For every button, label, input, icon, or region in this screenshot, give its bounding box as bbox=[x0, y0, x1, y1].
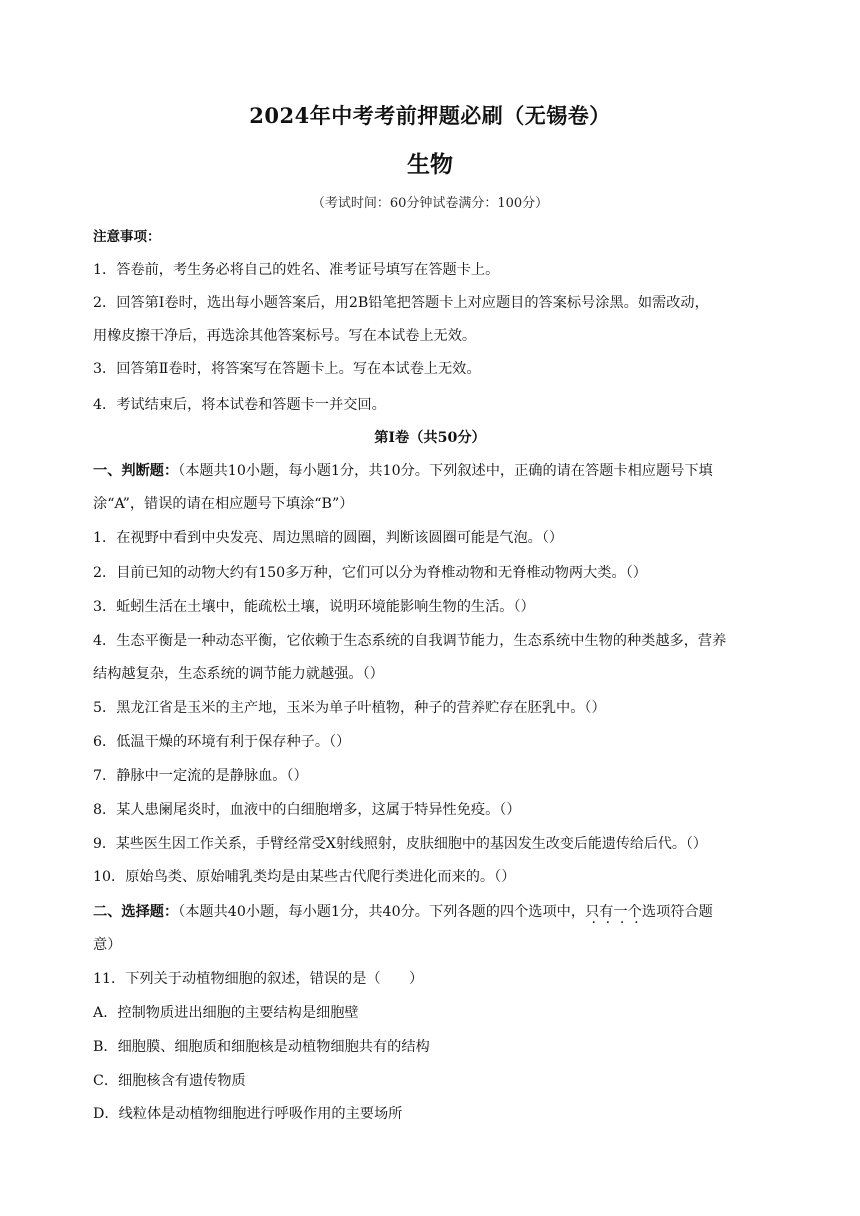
option-a: A．控制物质进出细胞的主要结构是细胞壁 bbox=[93, 1005, 359, 1021]
option-d: D．线粒体是动植物细胞进行呼吸作用的主要场所 bbox=[93, 1106, 403, 1122]
part2-desc-a: （本题共40小题，每小题1分，共40分。下列各题的四个选项中， bbox=[178, 904, 586, 920]
part1-desc: （本题共10小题，每小题1分，共10分。下列叙述中，正确的请在答题卡相应题号下填 bbox=[178, 463, 713, 479]
question-item: 1．在视野中看到中央发亮、周边黑暗的圆圈，判断该圆圈可能是气泡。（） bbox=[93, 530, 564, 546]
question-item: 2．目前已知的动物大约有150多万种，它们可以分为脊椎动物和无脊椎动物两大类。（） bbox=[93, 565, 647, 581]
notes-heading: 注意事项： bbox=[93, 229, 161, 245]
question-item: 结构越复杂，生态系统的调节能力就越强。（） bbox=[93, 666, 384, 682]
question-item: 4．生态平衡是一种动态平衡，它依赖于生态系统的自我调节能力，生态系统中生物的种类越多，营养 bbox=[93, 633, 727, 649]
part2-instructions bbox=[93, 902, 713, 922]
note-item: 用橡皮擦干净后，再选涂其他答案标号。写在本试卷上无效。 bbox=[93, 328, 477, 344]
note-item: 2．回答第Ⅰ卷时，选出每小题答案后，用2B铅笔把答题卡上对应题目的答案标号涂黑。如需改动， bbox=[93, 295, 709, 311]
option-c: C．细胞核含有遗传物质 bbox=[93, 1073, 246, 1089]
section-heading: 第Ⅰ卷（共50分） bbox=[374, 430, 486, 446]
question-item: 9．某些医生因工作关系，手臂经常受X射线照射，皮肤细胞中的基因发生改变后能遗传给后代。（） bbox=[93, 836, 707, 852]
question-item: 6．低温干燥的环境有利于保存种子。（） bbox=[93, 734, 351, 750]
question-item: 8．某人患阑尾炎时，血液中的白细胞增多，这属于特异性免疫。（） bbox=[93, 802, 521, 818]
exam-info: （考试时间：60分钟试卷满分：100分） bbox=[311, 196, 549, 211]
question-item: 3．蚯蚓生活在土壤中，能疏松土壤，说明环境能影响生物的生活。（） bbox=[93, 599, 535, 615]
part1-instructions bbox=[93, 461, 713, 481]
part2-label: 二、选择题： bbox=[93, 904, 179, 920]
part1-desc-cont: 涂“A”，错误的请在相应题号下填涂“B”） bbox=[93, 496, 354, 512]
question-item: 7．静脉中一定流的是静脉血。（） bbox=[93, 768, 308, 784]
part2-desc-cont: 意） bbox=[93, 937, 122, 953]
note-item: 1．答卷前，考生务必将自己的姓名、准考证号填写在答题卡上。 bbox=[93, 262, 500, 278]
part2-emphasis: 只有一个 bbox=[585, 904, 642, 920]
question-item: 5．黑龙江省是玉米的主产地，玉米为单子叶植物，种子的营养贮存在胚乳中。（） bbox=[93, 700, 606, 716]
part2-desc-b: 选项符合题 bbox=[641, 904, 713, 920]
exam-title: 2024年中考考前押题必刷（无锡卷） bbox=[249, 103, 611, 128]
subject-title: 生物 bbox=[407, 151, 453, 178]
note-item: 4．考试结束后，将本试卷和答题卡一并交回。 bbox=[93, 397, 386, 413]
part1-label: 一、判断题： bbox=[93, 463, 179, 479]
question-item: 10．原始鸟类、原始哺乳类均是由某些古代爬行类进化而来的。（） bbox=[93, 869, 516, 885]
option-b: B．细胞膜、细胞质和细胞核是动植物细胞共有的结构 bbox=[93, 1039, 430, 1055]
note-item: 3．回答第Ⅱ卷时，将答案写在答题卡上。写在本试卷上无效。 bbox=[93, 361, 481, 377]
question-stem: 11．下列关于动植物细胞的叙述，错误的是（ ） bbox=[93, 971, 424, 987]
